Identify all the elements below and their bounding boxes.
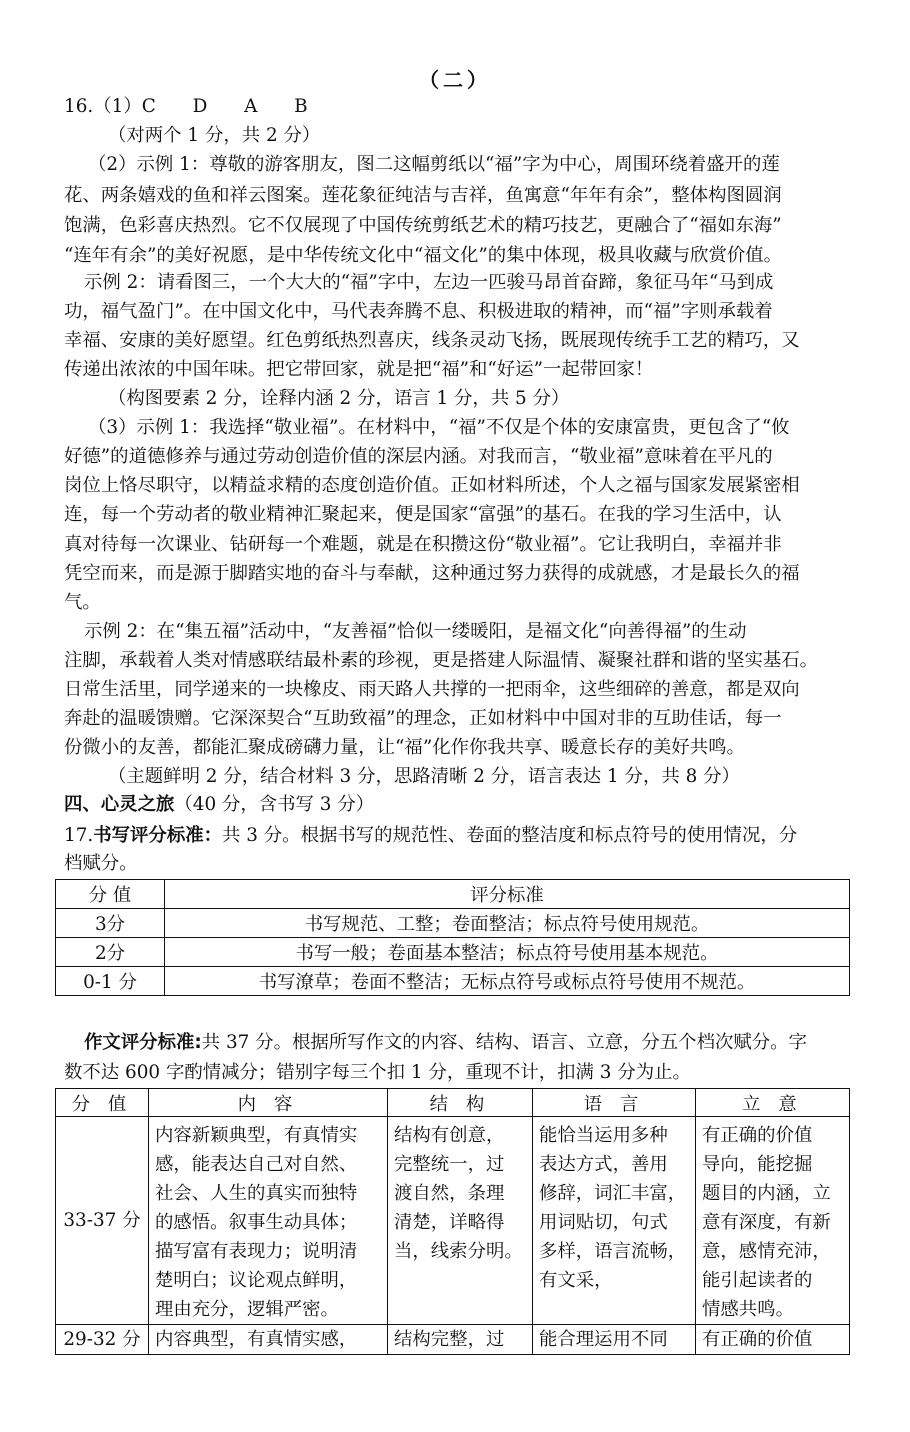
content-cell: 内容典型，有真情实感，: [149, 1325, 388, 1355]
table-header-row: [56, 1089, 850, 1117]
section4-heading-note: （40 分，含书写 3 分）: [174, 794, 375, 815]
q16-example4-line1: 示例 2：在“集五福”活动中，“友善福”恰似一缕暖阳，是福文化“向善得福”的生动: [84, 621, 747, 642]
table-row: [56, 938, 850, 967]
score-cell: 2分: [56, 938, 165, 967]
section4-heading-title: 四、心灵之旅: [64, 794, 175, 815]
header-structure: 结 构: [388, 1089, 533, 1117]
q16-score-note-3: （主题鲜明 2 分，结合材料 3 分，思路清晰 2 分，语言表达 1 分，共 8 分）: [108, 766, 740, 787]
essay-intro-line2: 数不达 600 字酌情减分；错别字每三个扣 1 分，重现不计，扣满 3 分为止。: [64, 1062, 691, 1083]
q16-example3-line7: 气。: [64, 592, 101, 613]
score-cell: 29-32 分: [56, 1325, 149, 1355]
q16-example3-line2: 好德”的道德修养与通过劳动创造价值的深层内涵。对我而言，“敬业福”意味着在平凡的: [64, 446, 773, 467]
table-row: [56, 909, 850, 938]
q16-example1-line2: 花、两条嬉戏的鱼和祥云图案。莲花象征纯洁与吉祥，鱼寓意“年年有余”，整体构图圆润: [64, 185, 782, 206]
structure-cell: 结构有创意， 完整统一，过 渡自然，条理 清楚，详略得 当，线索分明。: [388, 1117, 533, 1325]
score-cell: 33-37 分: [56, 1117, 149, 1325]
header-content: 内 容: [149, 1089, 388, 1117]
q16-example3-line4: 连，每一个劳动者的敬业精神汇聚起来，便是国家“富强”的基石。在我的学习生活中，认: [64, 504, 782, 525]
q16-example1-line1: （2）示例 1：尊敬的游客朋友，图二这幅剪纸以“福”字为中心，周围环绕着盛开的莲: [88, 154, 780, 175]
criteria-cell: 书写一般；卷面基本整洁；标点符号使用基本规范。: [165, 938, 850, 967]
q17-label: 书写评分标准：: [93, 825, 222, 846]
score-cell: 0-1 分: [56, 967, 165, 996]
q16-example2-line4: 传递出浓浓的中国年味。把它带回家，就是把“福”和“好运”一起带回家！: [64, 359, 654, 380]
q17-intro-line2: 档赋分。: [64, 853, 138, 874]
q16-score-note-2: （构图要素 2 分，诠释内涵 2 分，语言 1 分，共 5 分）: [108, 388, 570, 409]
score-cell: 3分: [56, 909, 165, 938]
header-score: 分 值: [56, 880, 165, 909]
structure-cell: 结构完整，过: [388, 1325, 533, 1355]
q17-number: 17.: [64, 825, 94, 846]
q16-example4-line3: 日常生活里，同学递来的一块橡皮、雨天路人共撑的一把雨伞，这些细碎的善意，都是双向: [64, 679, 800, 700]
q16-example4-line4: 奔赴的温暖馈赠。它深深契合“互助致福”的理念，正如材料中中国对非的互助佳话，每一: [64, 708, 782, 729]
table-header-row: [56, 880, 850, 909]
table-row: [56, 1117, 850, 1325]
q16-example4-line5: 份微小的友善，都能汇聚成磅礴力量，让“福”化作你我共享、暖意长存的美好共鸣。: [64, 737, 745, 758]
theme-cell: 有正确的价值 导向，能挖掘 题目的内涵，立 意有深度，有新 意，感情充沛， 能引起读者的 情感共鸣。: [696, 1117, 850, 1325]
q16-example3-line1: （3）示例 1：我选择“敬业福”。在材料中，“福”不仅是个体的安康富贵，更包含了“攸: [88, 417, 790, 438]
q16-answer-line: 16.（1）C D A B: [64, 96, 308, 117]
handwriting-score-table: [55, 879, 850, 996]
table-row: [56, 967, 850, 996]
essay-score-table: [55, 1088, 850, 1355]
header-criteria: 评分标准: [165, 880, 850, 909]
section-title: （二）: [419, 68, 491, 92]
table-row: [56, 1325, 850, 1355]
q16-example2-line2: 功，福气盈门”。在中国文化中，马代表奔腾不息、积极进取的精神，而“福”字则承载着: [64, 301, 773, 322]
header-theme: 立 意: [696, 1089, 850, 1117]
theme-cell: 有正确的价值: [696, 1325, 850, 1355]
q16-example2-line1: 示例 2：请看图三，一个大大的“福”字中，左边一匹骏马昂首奋蹄，象征马年“马到成: [84, 272, 774, 293]
content-cell: 内容新颖典型，有真情实 感，能表达自己对自然、 社会、人生的真实而独特 的感悟。叙事生动具体； 描写富有表现力；说明清 楚明白；议论观点鲜明， 理由充分，逻辑严密。: [149, 1117, 388, 1325]
language-cell: 能恰当运用多种 表达方式，善用 修辞，词汇丰富， 用词贴切，句式 多样，语言流畅， 有文采，: [533, 1117, 696, 1325]
essay-text1: 共 37 分。根据所写作文的内容、结构、语言、立意，分五个档次赋分。字: [201, 1032, 807, 1053]
header-score: 分 值: [56, 1089, 149, 1117]
q16-example4-line2: 注脚，承载着人类对情感联结最朴素的珍视，更是搭建人际温情、凝聚社群和谐的坚实基石。: [64, 650, 819, 671]
q17-intro-line1: [64, 821, 797, 851]
essay-label: 作文评分标准:: [84, 1032, 202, 1053]
section4-heading: [64, 790, 374, 820]
q17-text1: 共 3 分。根据书写的规范性、卷面的整洁度和标点符号的使用情况，分: [222, 825, 798, 846]
q16-example3-line3: 岗位上恪尽职守，以精益求精的态度创造价值。正如材料所述，个人之福与国家发展紧密相: [64, 475, 800, 496]
q16-example3-line5: 真对待每一次课业、钻研每一个难题，就是在积攒这份“敬业福”。它让我明白，幸福并非: [64, 534, 782, 555]
header-language: 语 言: [533, 1089, 696, 1117]
essay-intro-line1: [84, 1028, 807, 1058]
q16-example2-line3: 幸福、安康的美好愿望。红色剪纸热烈喜庆，线条灵动飞扬，既展现传统手工艺的精巧，又: [64, 330, 800, 351]
q16-example3-line6: 凭空而来，而是源于脚踏实地的奋斗与奉献，这种通过努力获得的成就感，才是最长久的福: [64, 563, 800, 584]
q16-example1-line4: “连年有余”的美好祝愿，是中华传统文化中“福文化”的集中体现，极具收藏与欣赏价值。: [64, 245, 783, 266]
q16-example1-line3: 饱满，色彩喜庆热烈。它不仅展现了中国传统剪纸艺术的精巧技艺，更融合了“福如东海”: [64, 215, 782, 236]
q16-score-note-1: （对两个 1 分，共 2 分）: [108, 125, 321, 146]
language-cell: 能合理运用不同: [533, 1325, 696, 1355]
criteria-cell: 书写潦草；卷面不整洁；无标点符号或标点符号使用不规范。: [165, 967, 850, 996]
criteria-cell: 书写规范、工整；卷面整洁；标点符号使用规范。: [165, 909, 850, 938]
